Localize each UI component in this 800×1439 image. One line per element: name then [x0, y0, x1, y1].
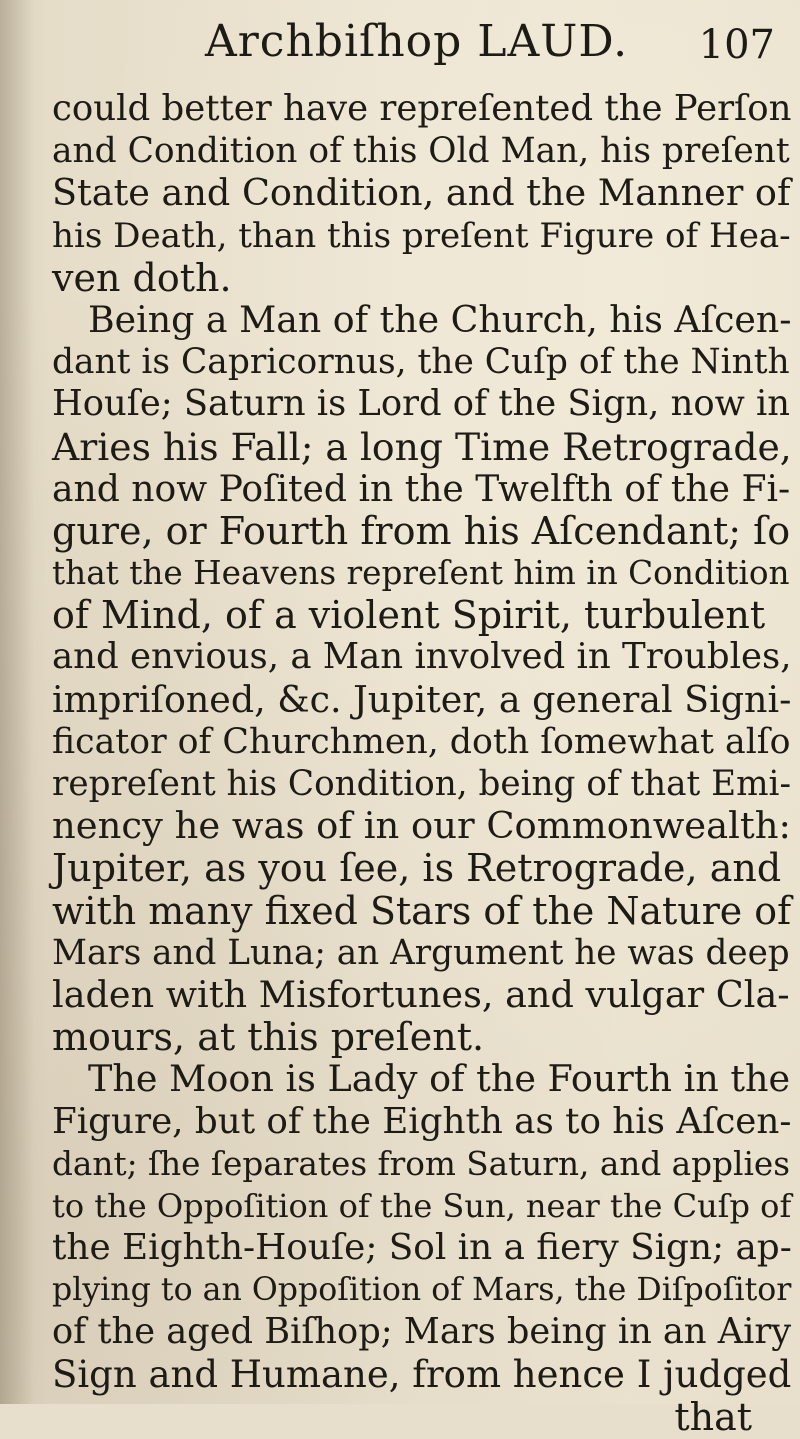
text-line: gure, or Fourth from his Aſcendant; ſo: [52, 508, 791, 553]
text-line: his Death, than this preſent Figure of Hea-: [52, 215, 791, 256]
text-line: The Moon is Lady of the Fourth in the: [88, 1057, 791, 1101]
text-line: Mars and Luna; an Argument he was deep: [52, 932, 790, 973]
page-gutter-shadow: [0, 0, 34, 1404]
text-line: and Condition of this Old Man, his preſent: [52, 131, 790, 172]
text-line: Houſe; Saturn is Lord of the Sign, now in: [52, 383, 791, 425]
text-line: with many fixed Stars of the Nature of: [52, 888, 792, 933]
text-line: Figure, but of the Eighth as to his Aſcen-: [52, 1100, 792, 1142]
text-line: of the aged Biſhop; Mars being in an Airy: [52, 1311, 792, 1353]
text-line: to the Oppoſition of the Sun, near the Cuſp of: [52, 1186, 792, 1225]
text-line: that the Heavens repreſent him in Condition: [52, 554, 790, 593]
text-line: impriſoned, &c. Jupiter, a general Signi-: [52, 677, 792, 721]
body-text: [52, 88, 800, 1438]
text-line: ven doth.: [52, 255, 232, 300]
text-line: nency he was of in our Commonwealth:: [52, 804, 791, 848]
text-line: mours, at this preſent.: [52, 1015, 485, 1060]
text-line: plying to an Oppoſition of Mars, the Diſpoſitor: [52, 1272, 792, 1309]
text-line: the Eighth-Houſe; Sol in a fiery Sign; ap-: [52, 1227, 792, 1269]
page-header: [195, 16, 775, 86]
catchword: that: [674, 1394, 752, 1439]
text-line: laden with Misfortunes, and vulgar Cla-: [52, 972, 790, 1016]
text-line: could better have repreſented the Perſon: [52, 88, 792, 129]
text-line: dant is Capricornus, the Cuſp of the Ninth: [52, 342, 790, 383]
text-line: repreſent his Condition, being of that Emi-: [52, 764, 792, 804]
text-line: and now Poſited in the Twelfth of the Fi-: [52, 467, 791, 510]
text-line: State and Condition, and the Manner of: [52, 171, 791, 215]
text-line: Sign and Humane, from hence I judged: [52, 1352, 792, 1396]
text-line: Jupiter, as you ſee, is Retrograde, and: [52, 846, 782, 891]
text-line: Being a Man of the Church, his Aſcen-: [88, 297, 792, 341]
text-line: of Mind, of a violent Spirit, turbulent: [52, 593, 766, 638]
text-line: dant; ſhe ſeparates from Saturn, and applies: [52, 1144, 791, 1183]
running-title: Archbiſhop LAUD.: [205, 16, 629, 67]
page-number: 107: [698, 22, 775, 68]
text-line: ficator of Churchmen, doth ſomewhat alſo: [52, 721, 791, 762]
text-line: Aries his Fall; a long Time Retrograde,: [52, 424, 792, 469]
text-line: and envious, a Man involved in Troubles,: [52, 636, 792, 678]
